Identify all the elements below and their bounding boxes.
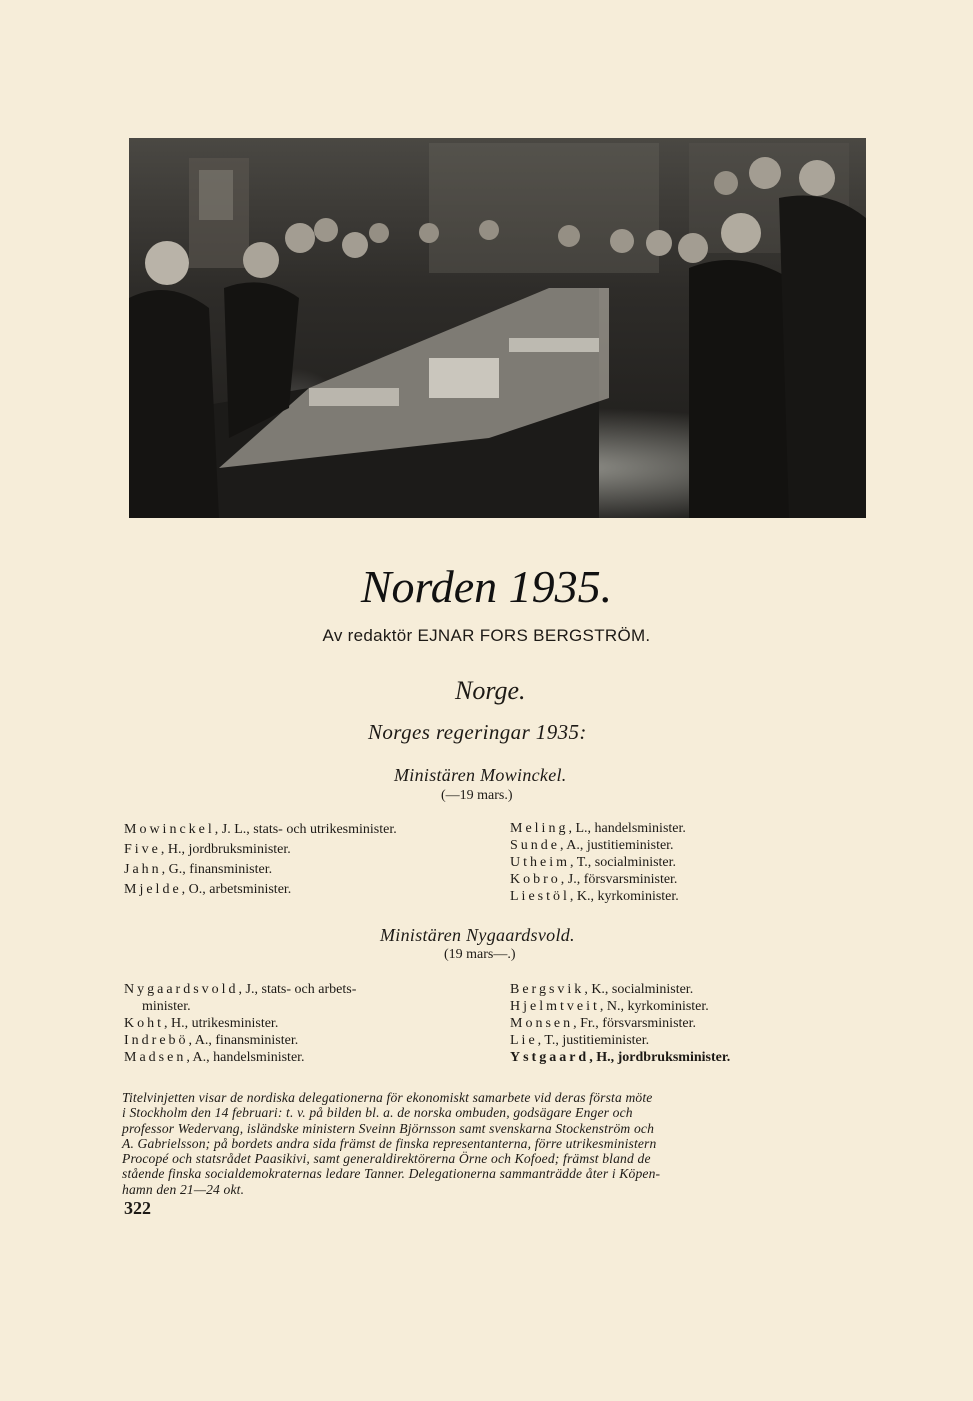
caption-line: Titelvinjetten visar de nordiska delegationerna för ekonomiskt samarbete vid deras första möte — [122, 1090, 653, 1105]
list-item: Jahn, G., finansminister. — [124, 862, 273, 877]
caption-line: professor Wedervang, isländske ministern Sveinn Björnsson samt svenskarna Stockenström och — [122, 1120, 655, 1136]
caption-line: i Stockholm den 14 februari: t. v. på bilden bl. a. de norska ombuden, godsägare Enger och — [122, 1105, 633, 1121]
list-item: Meling, L., handelsminister. — [510, 821, 686, 836]
list-item: Madsen, A., handelsminister. — [124, 1050, 305, 1065]
cabinet1-right-list — [510, 820, 686, 905]
list-item: Ystgaard, H., jordbruksminister. — [510, 1050, 731, 1065]
list-item: Lie, T., justitieminister. — [510, 1033, 650, 1048]
caption-line: A. Gabrielsson; på bordets andra sida främst de finska representanterna, förre utrikesministern — [122, 1135, 657, 1151]
list-item: Hjelmtveit, N., kyrkominister. — [510, 999, 709, 1014]
list-item: Sunde, A., justitieminister. — [510, 838, 674, 853]
photo-icon — [129, 138, 866, 518]
photo-caption — [122, 1090, 870, 1197]
cabinet2-title: Ministären Nygaardsvold. — [380, 925, 575, 945]
list-item: Indrebö, A., finansminister. — [124, 1033, 299, 1048]
cabinet1-title: Ministären Mowinckel. — [394, 765, 567, 785]
page-number: 322 — [124, 1198, 151, 1218]
list-item: Utheim, T., socialminister. — [510, 855, 677, 870]
cabinet2-date: (19 mars—.) — [444, 947, 516, 962]
governments-heading: Norges regeringar 1935: — [368, 720, 587, 744]
cabinet2-right-list — [510, 981, 730, 1066]
article-byline: Av redaktör EJNAR FORS BERGSTRÖM. — [322, 626, 651, 645]
list-item: Liestöl, K., kyrkominister. — [510, 889, 679, 904]
list-item: Mjelde, O., arbetsminister. — [124, 882, 292, 897]
cabinet2-left-list — [124, 981, 356, 1066]
list-item: Monsen, Fr., försvarsminister. — [510, 1016, 697, 1031]
list-item: Mowinckel, J. L., stats- och utrikesminister. — [124, 822, 397, 837]
list-item: Koht, H., utrikesminister. — [124, 1016, 279, 1031]
caption-line: Procopé och statsrådet Paasikivi, samt generaldirektörerna Örne och Kofoed; främst bland de — [122, 1151, 651, 1167]
list-item: Kobro, J., försvarsminister. — [510, 872, 678, 887]
list-item: minister. — [142, 999, 191, 1014]
cabinet1-left-list — [124, 820, 397, 900]
list-item: Bergsvik, K., socialminister. — [510, 982, 694, 997]
list-item: Five, H., jordbruksminister. — [124, 842, 291, 857]
caption-line: stående finska socialdemokraternas ledare Tanner. Delegationerna sammanträdde åter i Köpen- — [122, 1166, 661, 1182]
cabinet1-date: (—19 mars.) — [441, 788, 513, 803]
list-item: Nygaardsvold, J., stats- och arbets- — [124, 982, 357, 997]
meeting-photo — [129, 138, 866, 518]
caption-line: hamn den 21—24 okt. — [122, 1181, 245, 1197]
country-heading: Norge. — [455, 676, 526, 705]
article-title: Norden 1935. — [360, 561, 613, 612]
